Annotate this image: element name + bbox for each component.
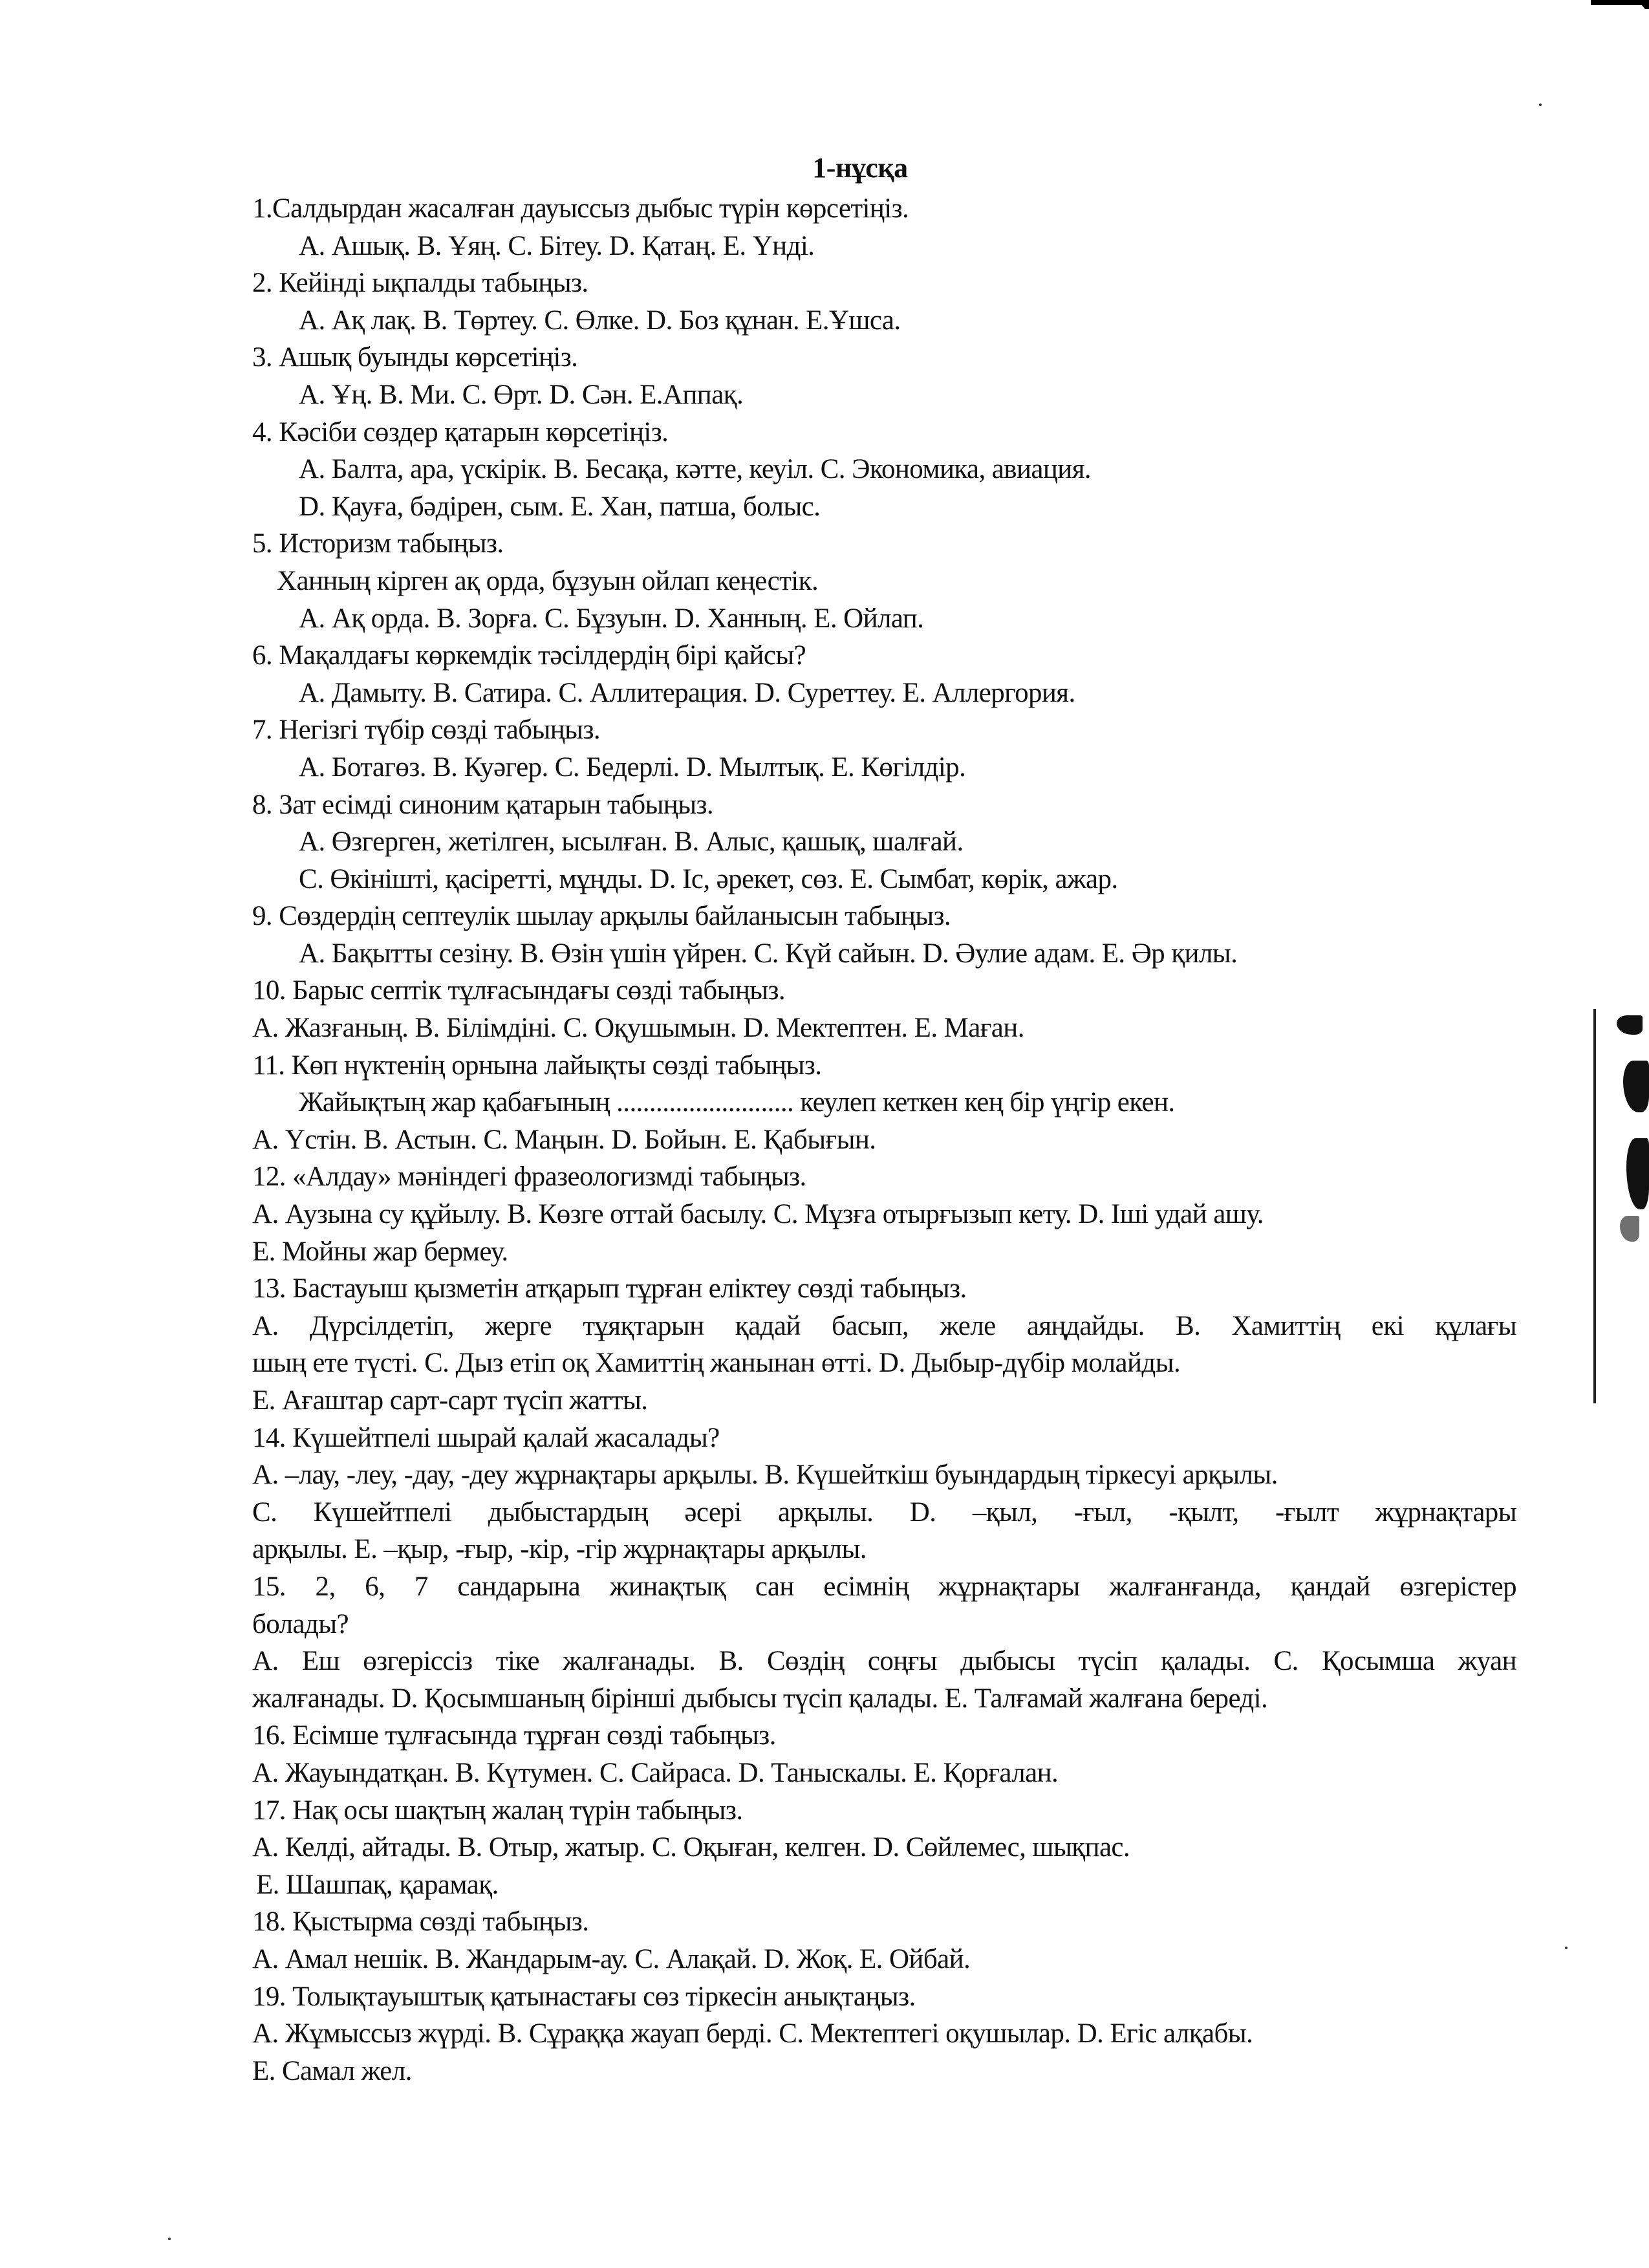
answer-options-19-cont: Е. Самал жел. — [252, 2055, 412, 2086]
question-15-cont: болады? — [252, 1608, 349, 1639]
question-5: 5. Историзм табыңыз. — [252, 528, 504, 559]
question-15: 15. 2, 6, 7 сандарына жинақтық сан есімнің жұрнақтары жалғанғанда, қандай өзгерістер — [252, 1571, 1516, 1602]
answer-options-14-cont: С. Күшейтпелі дыбыстардың әсері арқылы. D. –қыл, -ғыл, -қылт, -ғылт жұрнақтары — [252, 1496, 1516, 1528]
answer-options-3: А. Ұң. В. Ми. С. Өрт. D. Сән. Е.Аппақ. — [299, 379, 744, 410]
scan-blot — [1626, 1138, 1649, 1209]
answer-options-11: А. Үстін. В. Астын. С. Маңын. D. Бойын. Е. Қабығын. — [252, 1124, 876, 1155]
answer-options-18: А. Амал нешік. В. Жандарым-ау. С. Алақай. D. Жоқ. Е. Ойбай. — [252, 1943, 971, 1974]
answer-options-13-cont: шың ете түсті. С. Дыз етіп оқ Хамиттің жанынан өтті. D. Дыбыр-дүбір молайды. — [252, 1348, 1181, 1379]
question-1: 1.Салдырдан жасалған дауыссыз дыбыс түрін көрсетіңіз. — [252, 193, 909, 224]
question-16: 16. Есімше тұлғасында тұрған сөзді табыңыз. — [252, 1720, 776, 1751]
answer-options-10: А. Жазғаның. В. Білімдіні. С. Оқушымын. D. Мектептен. Е. Маған. — [252, 1013, 1024, 1044]
question-11: 11. Көп нүктенің орнына лайықты сөзді табыңыз. — [252, 1050, 822, 1081]
answer-options-8-cont: С. Өкінішті, қасіретті, мұңды. D. Іс, әрекет, сөз. Е. Сымбат, көрік, ажар. — [299, 863, 1118, 894]
answer-options-1: А. Ашық. В. Ұяң. С. Бітеу. D. Қатаң. Е. Үнді. — [299, 230, 815, 261]
variant-title: 1-нұсқа — [812, 152, 908, 184]
question-11-sentence: Жайықтың жар қабағының ........................... кеулеп кеткен кең бір үңгір екен. — [299, 1087, 1175, 1118]
scan-blot — [1623, 1061, 1649, 1112]
answer-options-15-cont: жалғанады. D. Қосымшаның бірінші дыбысы түсіп қалады. Е. Талғамай жалғана береді. — [252, 1683, 1268, 1714]
question-8: 8. Зат есімді синоним қатарын табыңыз. — [252, 789, 714, 820]
answer-options-4-cont: D. Қауға, бәдірен, сым. Е. Хан, патша, болыс. — [299, 491, 821, 522]
answer-options-7: А. Ботагөз. В. Куәгер. С. Бедерлі. D. Мылтық. Е. Көгілдір. — [299, 751, 966, 783]
scan-corner-mark — [1591, 0, 1649, 5]
scan-speck — [168, 2238, 171, 2240]
answer-options-12-cont: Е. Мойны жар бермеу. — [252, 1236, 508, 1267]
question-12: 12. «Алдау» мәніндегі фразеологизмді табыңыз. — [252, 1161, 806, 1193]
answer-options-9: А. Бақытты сезіну. В. Өзін үшін үйрен. С. Күй сайын. D. Әулие адам. Е. Әр қилы. — [299, 938, 1238, 969]
answer-options-8: А. Өзгерген, жетілген, ысылған. В. Алыс, қашық, шалғай. — [299, 826, 964, 858]
answer-options-2: А. Ақ лақ. В. Төртеу. С. Өлке. D. Боз құнан. Е.Ұшса. — [299, 305, 901, 336]
question-18: 18. Қыстырма сөзді табыңыз. — [252, 1906, 589, 1938]
answer-options-17-cont: Е. Шашпақ, қарамақ. — [256, 1869, 499, 1900]
question-2: 2. Кейінді ықпалды табыңыз. — [252, 268, 588, 299]
question-4: 4. Кәсіби сөздер қатарын көрсетіңіз. — [252, 416, 669, 448]
answer-options-12: А. Аузына су құйылу. В. Көзге оттай басылу. С. Мұзға отырғызып кету. D. Іші удай ашу. — [252, 1199, 1264, 1230]
answer-options-13: А. Дүрсілдетіп, жерге тұяқтарын қадай басып, желе аяңдайды. В. Хамиттің екі құлағы — [252, 1310, 1516, 1341]
question-7: 7. Негізгі түбір сөзді табыңыз. — [252, 715, 600, 746]
answer-options-13-cont2: Е. Ағаштар сарт-сарт түсіп жатты. — [252, 1385, 648, 1416]
scan-speck — [1539, 103, 1542, 106]
answer-options-14-cont2: арқылы. Е. –қыр, -ғыр, -кір, -гір жұрнақтары арқылы. — [252, 1534, 867, 1565]
answer-options-15: А. Еш өзгеріссіз тіке жалғанады. В. Сөздің соңғы дыбысы түсіп қалады. С. Қосымша жуан — [252, 1646, 1516, 1677]
answer-options-14: А. –лау, -леу, -дау, -деу жұрнақтары арқылы. В. Күшейткіш буындардың тіркесуі арқылы. — [252, 1460, 1278, 1491]
answer-options-19: А. Жұмыссыз жүрді. В. Сұраққа жауап берді. С. Мектептегі оқушылар. D. Егіс алқабы. — [252, 2018, 1253, 2049]
answer-options-5: А. Ақ орда. В. Зорға. С. Бұзуын. D. Ханның. Е. Ойлап. — [299, 603, 924, 634]
answer-options-6: А. Дамыту. В. Сатира. С. Аллитерация. D. Суреттеу. Е. Аллергория. — [299, 677, 1075, 708]
answer-options-4: А. Балта, ара, үскірік. В. Бесақа, кәтте, кеуіл. С. Экономика, авиация. — [299, 454, 1092, 485]
scan-blot — [1617, 1015, 1643, 1035]
scan-edge-artifact — [1593, 1009, 1596, 1138]
question-9: 9. Сөздердің септеулік шылау арқылы байланысын табыңыз. — [252, 901, 951, 932]
scan-blot — [1620, 1216, 1639, 1242]
scan-edge-artifact — [1593, 1132, 1596, 1403]
question-19: 19. Толықтауыштық қатынастағы сөз тіркесін анықтаңыз. — [252, 1981, 916, 2012]
question-10: 10. Барыс септік тұлғасындағы сөзді табыңыз. — [252, 975, 786, 1006]
question-14: 14. Күшейтпелі шырай қалай жасалады? — [252, 1422, 720, 1453]
question-3: 3. Ашық буынды көрсетіңіз. — [252, 342, 578, 373]
question-17: 17. Нақ осы шақтың жалаң түрін табыңыз. — [252, 1795, 743, 1826]
question-6: 6. Мақалдағы көркемдік тәсілдердің бірі қайсы? — [252, 640, 806, 671]
answer-options-16: А. Жауындатқан. В. Күтумен. С. Сайраса. D. Таныскалы. Е. Қорғалан. — [252, 1757, 1059, 1788]
question-5-text: Ханның кірген ақ орда, бұзуын ойлап кеңестік. — [277, 565, 819, 596]
test-questions — [252, 190, 1520, 2090]
scan-speck — [1565, 1947, 1568, 1949]
question-13: 13. Бастауыш қызметін атқарып тұрған еліктеу сөзді табыңыз. — [252, 1273, 967, 1304]
answer-options-17: А. Келді, айтады. В. Отыр, жатыр. С. Оқыған, келген. D. Сөйлемес, шықпас. — [252, 1832, 1130, 1863]
